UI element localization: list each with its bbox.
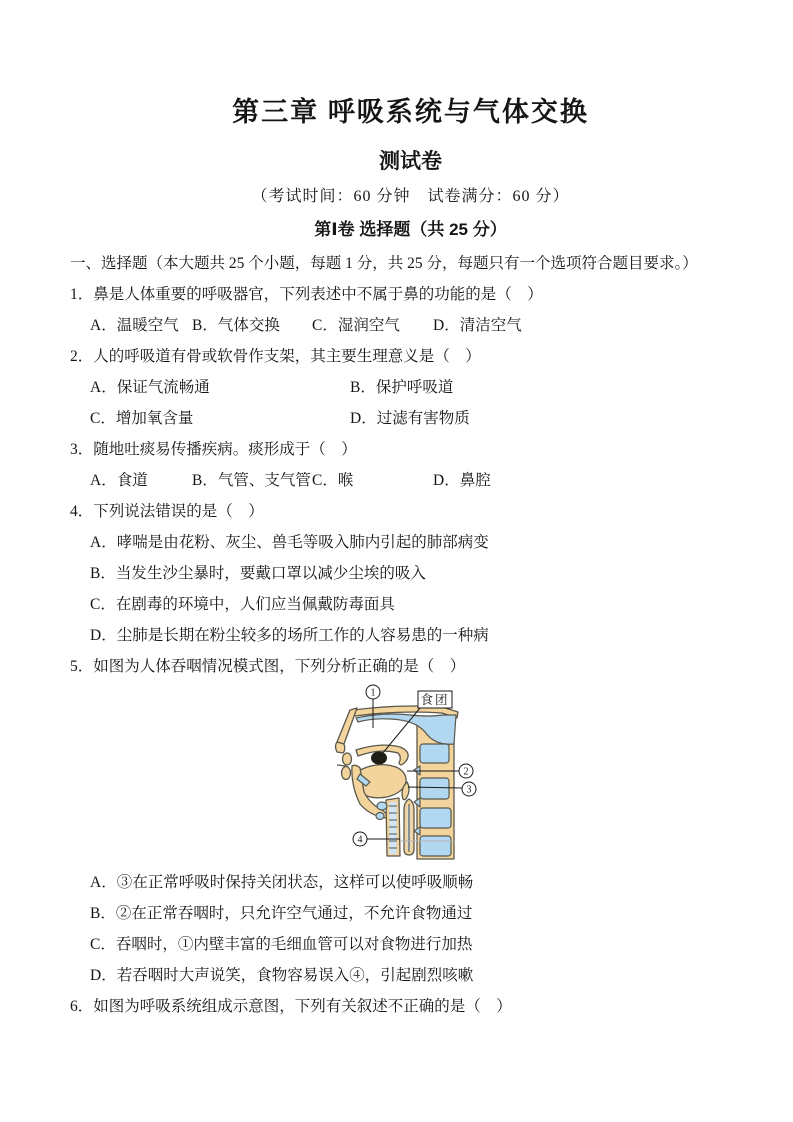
q2-option-a: A．保证气流畅通 xyxy=(90,379,210,396)
q2-options-row2 xyxy=(70,403,723,434)
document-header xyxy=(70,94,723,242)
q4-option-b: B．当发生沙尘暴时，要戴口罩以减少尘埃的吸入 xyxy=(90,565,426,582)
swallowing-sagittal-illustration xyxy=(330,666,480,866)
q3-option-b: B．气管、支气管 xyxy=(192,472,311,489)
q4-option-c: C．在剧毒的环境中，人们应当佩戴防毒面具 xyxy=(90,596,395,613)
q4-option-a: A．哮喘是由花粉、灰尘、兽毛等吸入肺内引起的肺部病变 xyxy=(90,534,489,551)
label-2: 2 xyxy=(463,766,469,778)
q1-option-b: B．气体交换 xyxy=(192,317,280,334)
q3-option-c: C．喉 xyxy=(312,472,354,489)
label-4: 4 xyxy=(357,834,363,846)
q2-option-b: B．保护呼吸道 xyxy=(350,379,454,396)
q1-option-c: C．湿润空气 xyxy=(312,317,400,334)
chapter-title: 第三章 呼吸系统与气体交换 xyxy=(232,97,589,127)
q3-options xyxy=(70,465,723,496)
question-body xyxy=(70,248,723,1022)
food-bolus xyxy=(371,752,387,765)
q4-stem: 4．下列说法错误的是（ ） xyxy=(70,503,264,520)
q2-option-c: C．增加氧含量 xyxy=(90,410,194,427)
q6-stem: 6．如图为呼吸系统组成示意图，下列有关叙述不正确的是（ ） xyxy=(70,998,512,1015)
q5-option-a: A．③在正常呼吸时保持关闭状态，这样可以使呼吸顺畅 xyxy=(90,874,474,891)
q5-option-b: B．②在正常吞咽时，只允许空气通过，不允许食物通过 xyxy=(90,905,473,922)
exam-info: （考试时间：60 分钟 试卷满分：60 分） xyxy=(251,188,570,205)
q5-swallowing-diagram xyxy=(330,666,480,866)
q5-option-d: D．若吞咽时大声说笑，食物容易误入④，引起剧烈咳嗽 xyxy=(90,967,474,984)
q5-stem: 5．如图为人体吞咽情况模式图，下列分析正确的是（ ） xyxy=(70,658,466,675)
section-title: 第Ⅰ卷 选择题（共 25 分） xyxy=(314,220,507,239)
paper-title: 测试卷 xyxy=(379,150,442,173)
q4-option-d: D．尘肺是长期在粉尘较多的场所工作的人容易患的一种病 xyxy=(90,627,489,644)
q1-options xyxy=(70,310,723,341)
q2-stem: 2．人的呼吸道有骨或软骨作支架，其主要生理意义是（ ） xyxy=(70,348,481,365)
section-intro: 一、选择题（本大题共 25 个小题，每题 1 分，共 25 分，每题只有一个选项符合题目要求。） xyxy=(70,255,698,272)
q2-option-d: D．过滤有害物质 xyxy=(350,410,470,427)
q5-option-c: C．吞咽时，①内壁丰富的毛细血管可以对食物进行加热 xyxy=(90,936,473,953)
q3-stem: 3．随地吐痰易传播疾病。痰形成于（ ） xyxy=(70,441,357,458)
label-3: 3 xyxy=(466,784,472,796)
q3-option-a: A．食道 xyxy=(90,472,148,489)
q1-stem: 1．鼻是人体重要的呼吸器官，下列表述中不属于鼻的功能的是（ ） xyxy=(70,286,543,303)
q2-options-row1 xyxy=(70,372,723,403)
q1-option-d: D．清洁空气 xyxy=(433,317,522,334)
bolus-label: 食团 xyxy=(420,693,450,707)
label-1: 1 xyxy=(370,687,376,699)
q3-option-d: D．鼻腔 xyxy=(433,472,491,489)
q1-option-a: A．温暖空气 xyxy=(90,317,179,334)
